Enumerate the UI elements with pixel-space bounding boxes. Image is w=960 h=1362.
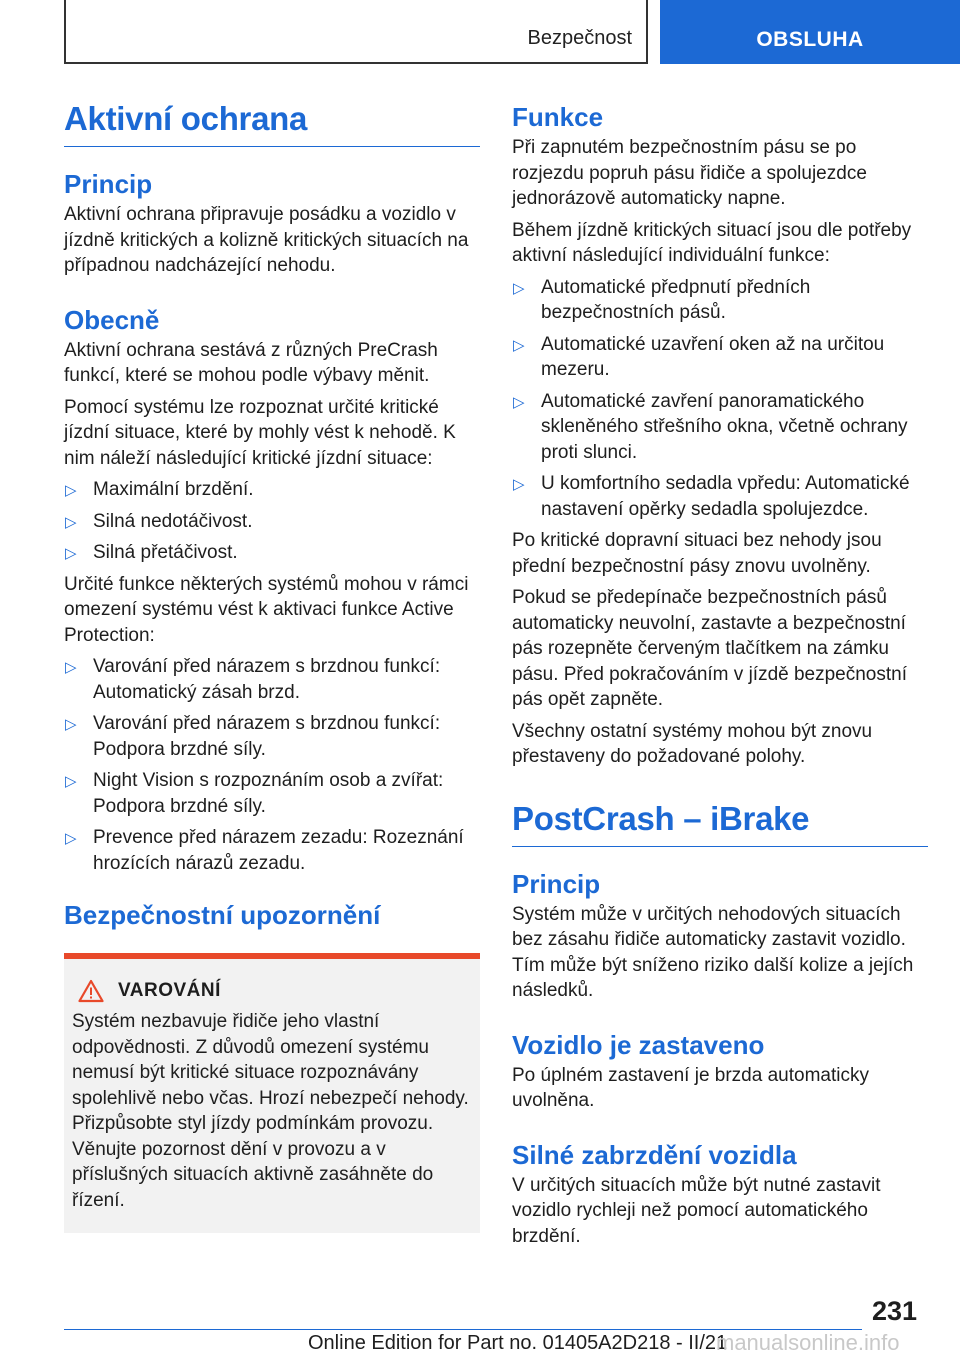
list-item: ▷ Silná nedotáčivost. bbox=[64, 509, 480, 535]
triangle-bullet-icon: ▷ bbox=[513, 393, 525, 411]
postcrash-title: PostCrash – iBrake bbox=[512, 800, 928, 847]
situations-list bbox=[64, 477, 480, 566]
warning-header bbox=[72, 979, 470, 1003]
function-paragraph-1: Při zapnutém bezpečnostním pásu se po rozjezdu popruh pásu řidiče a spolujezdce jednorázově automaticky napne. bbox=[512, 137, 867, 209]
header-section-label: Bezpečnost bbox=[527, 27, 632, 49]
general-paragraph-2: Pomocí systému lze rozpoznat určité kritické jízdní situace, které by mohly vést k nehodě. K nim náleží následující kritické jízdní situace: bbox=[64, 396, 456, 469]
right-column bbox=[512, 100, 928, 1249]
list-item: ▷ Silná přetáčivost. bbox=[64, 540, 480, 566]
hard-brake-text: V určitých situacích může být nutné zastavit vozidlo rychleji než pomocí automatického brzdění. bbox=[512, 1174, 881, 1247]
triangle-bullet-icon: ▷ bbox=[513, 336, 525, 354]
function-paragraph-4: Pokud se předepínače bezpečnostních pásů automaticky neuvolní, zastavte a bezpečnostní pás rozepněte červeným tlačítkem na zámku pásu. Před pokračováním v jízdě bezpečnostní pás opět zapněte. bbox=[512, 587, 908, 710]
function-heading: Funkce bbox=[512, 102, 604, 132]
stopped-heading: Vozidlo je zastaveno bbox=[512, 1029, 765, 1060]
general-paragraph-1: Aktivní ochrana sestává z různých PreCrash funkcí, které se mohou podle výbavy měnit. bbox=[64, 339, 438, 386]
pc-principle-heading: Princip bbox=[512, 868, 601, 899]
list-item: ▷ Varování před nárazem s brzdnou funkcí: Automatický zásah brzd. bbox=[65, 656, 441, 703]
footer-edition: Online Edition for Part no. 01405A2D218 - II/21 bbox=[308, 1332, 728, 1354]
list-item: ▷ Maximální brzdění. bbox=[64, 477, 480, 503]
warning-box bbox=[64, 953, 480, 1233]
left-column bbox=[64, 100, 480, 1233]
header-chapter-tab bbox=[660, 0, 960, 64]
stopped-text: Po úplném zastavení je brzda automaticky uvolněna. bbox=[512, 1064, 869, 1111]
triangle-bullet-icon: ▷ bbox=[65, 545, 77, 562]
warning-title: VAROVÁNÍ bbox=[118, 980, 221, 1001]
general-paragraph-3: Určité funkce některých systémů mohou v rámci omezení systému vést k aktivaci funkce Active Protection: bbox=[64, 573, 469, 646]
function-items-list bbox=[512, 275, 928, 523]
general-heading: Obecně bbox=[64, 304, 160, 335]
triangle-bullet-icon: ▷ bbox=[65, 830, 77, 847]
list-item: ▷ Automatické uzavření oken až na určitou mezeru. bbox=[513, 333, 885, 380]
list-item: ▷ Prevence před nárazem zezadu: Rozeznání hrozících nárazů zezadu. bbox=[65, 827, 464, 874]
list-item: ▷ Automatické předpnutí předních bezpečnostních pásů. bbox=[513, 276, 811, 323]
function-paragraph-5: Všechny ostatní systémy mohou být znovu přestaveny do požadované polohy. bbox=[512, 720, 873, 767]
triangle-bullet-icon: ▷ bbox=[65, 716, 77, 733]
list-item: ▷ U komfortního sedadla vpředu: Automatické nastavení opěrky sedadla spolujezdce. bbox=[513, 473, 910, 520]
triangle-bullet-icon: ▷ bbox=[513, 476, 525, 493]
list-item: ▷ Automatické zavření panoramatického skleněného střešního okna, včetně ochrany proti slunci. bbox=[513, 390, 908, 463]
list-item: ▷ Varování před nárazem s brzdnou funkcí: Podpora brzdné síly. bbox=[65, 713, 441, 760]
triangle-bullet-icon: ▷ bbox=[65, 773, 77, 790]
hard-brake-heading: Silné zabrzdění vozidla bbox=[512, 1139, 797, 1170]
list-item: ▷ Night Vision s rozpoznáním osob a zvířat: Podpora brzdné síly. bbox=[65, 770, 444, 817]
header-chapter-label: OBSLUHA bbox=[756, 28, 864, 51]
safety-heading: Bezpečnostní upozornění bbox=[64, 900, 381, 930]
functions-list bbox=[64, 654, 480, 876]
page-number: 231 bbox=[872, 1296, 918, 1326]
triangle-bullet-icon: ▷ bbox=[65, 659, 77, 676]
principle-text: Aktivní ochrana připravuje posádku a vozidlo v jízdně kritických a kolizně kritických situacích na případnou nadcházející nehodu. bbox=[64, 204, 469, 276]
triangle-bullet-icon: ▷ bbox=[513, 279, 525, 297]
function-paragraph-3: Po kritické dopravní situaci bez nehody jsou přední bezpečnostní pásy znovu uvolněny. bbox=[512, 530, 882, 577]
triangle-bullet-icon: ▷ bbox=[65, 513, 77, 531]
header-section-box bbox=[64, 0, 648, 64]
function-paragraph-2: Během jízdně kritických situací jsou dle potřeby aktivní následující individuální funkce: bbox=[512, 219, 912, 266]
triangle-bullet-icon: ▷ bbox=[65, 482, 77, 499]
warning-text: Systém nezbavuje řidiče jeho vlastní odpovědnosti. Z důvodů omezení systému nemusí být kritické situace rozpoznávány spolehlivě nebo včas. Hrozí nebezpečí nehody. Přizpůsobte styl jízdy podmínkám provozu. Věnujte pozornost dění v provozu a v příslušných situacích aktivně zasáhněte do řízení. bbox=[72, 1011, 469, 1211]
page-title: Aktivní ochrana bbox=[64, 100, 480, 147]
footer-watermark: manualsonline.info bbox=[716, 1330, 900, 1355]
warning-triangle-icon bbox=[78, 979, 104, 1003]
pc-principle-text: Systém může v určitých nehodových situacích bez zásahu řidiče automaticky zastavit vozidlo. Tím může být sníženo riziko další kolize a jejích následků. bbox=[512, 903, 914, 1001]
principle-heading: Princip bbox=[64, 169, 153, 199]
